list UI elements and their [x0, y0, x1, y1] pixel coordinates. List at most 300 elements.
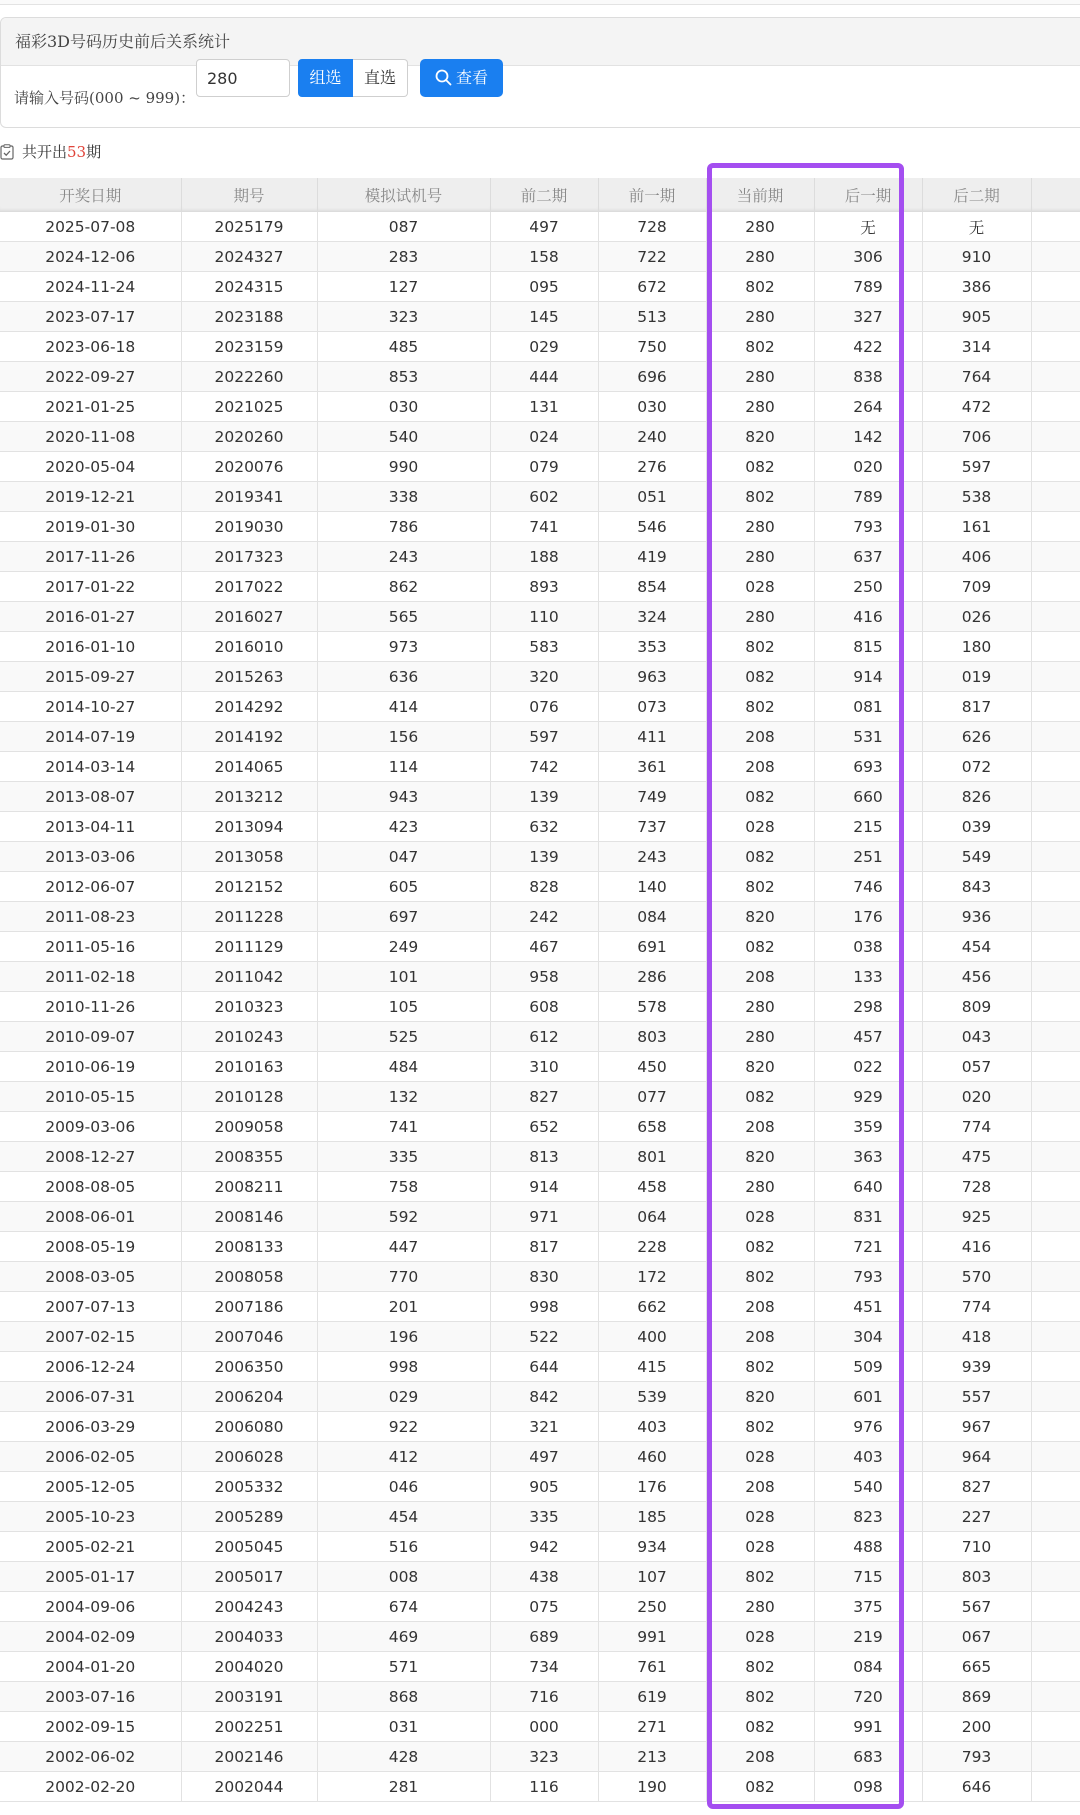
table-cell: 2008-12-27	[0, 1142, 181, 1172]
table-row	[0, 1292, 1080, 1322]
table-cell: 862	[317, 572, 490, 602]
table-cell: 353	[598, 632, 706, 662]
table-row	[0, 692, 1080, 722]
table-cell: 842	[490, 1382, 598, 1412]
table-cell: 973	[317, 632, 490, 662]
table-cell: 403	[814, 1442, 922, 1472]
table-cell: 793	[814, 1262, 922, 1292]
table-cell: 2021-01-25	[0, 392, 181, 422]
table-cell: 2006080	[181, 1412, 317, 1442]
table-cell: 327	[814, 302, 922, 332]
header-prev-2: 前二期	[490, 178, 598, 212]
table-row	[0, 962, 1080, 992]
table-cell: 无	[922, 212, 1031, 242]
table-row	[0, 782, 1080, 812]
table-row	[0, 1742, 1080, 1772]
table-cell: 208	[706, 722, 814, 752]
table-cell: 043	[922, 1022, 1031, 1052]
header-current: 当前期	[706, 178, 814, 212]
table-cell: 208	[706, 1472, 814, 1502]
table-cell: 2010128	[181, 1082, 317, 1112]
table-cell: 905	[490, 1472, 598, 1502]
table-cell: 2023159	[181, 332, 317, 362]
table-cell: 991	[814, 1712, 922, 1742]
table-cell: 087	[317, 212, 490, 242]
table-cell: 051	[598, 482, 706, 512]
table-cell-extra	[1031, 722, 1080, 752]
table-cell: 304	[814, 1322, 922, 1352]
table-cell-extra	[1031, 1382, 1080, 1412]
table-cell: 361	[598, 752, 706, 782]
result-summary	[0, 140, 101, 164]
table-cell: 531	[814, 722, 922, 752]
table-cell: 472	[922, 392, 1031, 422]
table-row	[0, 842, 1080, 872]
table-cell: 454	[922, 932, 1031, 962]
table-cell: 2025179	[181, 212, 317, 242]
table-cell: 592	[317, 1202, 490, 1232]
table-cell: 789	[814, 482, 922, 512]
table-cell: 2010243	[181, 1022, 317, 1052]
table-cell: 674	[317, 1592, 490, 1622]
table-cell: 665	[922, 1652, 1031, 1682]
table-row	[0, 392, 1080, 422]
table-cell: 208	[706, 1112, 814, 1142]
table-cell: 691	[598, 932, 706, 962]
table-cell: 213	[598, 1742, 706, 1772]
table-cell: 709	[922, 572, 1031, 602]
table-cell: 084	[598, 902, 706, 932]
table-cell-extra	[1031, 1442, 1080, 1472]
table-cell: 539	[598, 1382, 706, 1412]
table-cell: 306	[814, 242, 922, 272]
table-cell: 073	[598, 692, 706, 722]
table-cell-extra	[1031, 1532, 1080, 1562]
table-cell: 2002-09-15	[0, 1712, 181, 1742]
table-cell: 271	[598, 1712, 706, 1742]
table-cell: 475	[922, 1142, 1031, 1172]
table-cell: 640	[814, 1172, 922, 1202]
table-cell: 802	[706, 1652, 814, 1682]
header-next-2: 后二期	[922, 178, 1031, 212]
table-cell: 964	[922, 1442, 1031, 1472]
table-row	[0, 1112, 1080, 1142]
table-cell: 047	[317, 842, 490, 872]
mode-group-button[interactable]: 组选	[298, 59, 353, 97]
header-test-number: 模拟试机号	[317, 178, 490, 212]
table-cell: 2014192	[181, 722, 317, 752]
table-cell: 176	[598, 1472, 706, 1502]
table-cell: 2011129	[181, 932, 317, 962]
table-cell: 280	[706, 992, 814, 1022]
table-cell: 114	[317, 752, 490, 782]
table-cell: 2014-03-14	[0, 752, 181, 782]
table-cell: 107	[598, 1562, 706, 1592]
table-cell: 601	[814, 1382, 922, 1412]
table-cell: 2013-03-06	[0, 842, 181, 872]
table-cell: 458	[598, 1172, 706, 1202]
table-row	[0, 722, 1080, 752]
table-cell: 525	[317, 1022, 490, 1052]
table-cell: 2002146	[181, 1742, 317, 1772]
table-row	[0, 632, 1080, 662]
table-cell: 2005-01-17	[0, 1562, 181, 1592]
table-cell: 028	[706, 1502, 814, 1532]
table-cell: 2005-10-23	[0, 1502, 181, 1532]
table-cell: 557	[922, 1382, 1031, 1412]
table-cell: 375	[814, 1592, 922, 1622]
table-cell: 2011042	[181, 962, 317, 992]
table-cell: 416	[814, 602, 922, 632]
table-cell: 190	[598, 1772, 706, 1802]
table-cell: 2023-07-17	[0, 302, 181, 332]
table-cell: 827	[490, 1082, 598, 1112]
table-cell: 411	[598, 722, 706, 752]
table-cell: 447	[317, 1232, 490, 1262]
table-cell-extra	[1031, 782, 1080, 812]
table-cell: 721	[814, 1232, 922, 1262]
table-row	[0, 812, 1080, 842]
table-row	[0, 602, 1080, 632]
table-cell: 414	[317, 692, 490, 722]
table-cell: 737	[598, 812, 706, 842]
table-cell: 208	[706, 1742, 814, 1772]
table-cell: 251	[814, 842, 922, 872]
table-cell-extra	[1031, 932, 1080, 962]
table-cell: 820	[706, 1052, 814, 1082]
table-cell: 2022-09-27	[0, 362, 181, 392]
table-cell: 2025-07-08	[0, 212, 181, 242]
table-cell: 637	[814, 542, 922, 572]
table-cell-extra	[1031, 392, 1080, 422]
number-input[interactable]	[196, 59, 290, 97]
table-row	[0, 872, 1080, 902]
table-cell: 2004033	[181, 1622, 317, 1652]
table-cell: 696	[598, 362, 706, 392]
table-cell-extra	[1031, 1562, 1080, 1592]
table-cell: 082	[706, 782, 814, 812]
summary-count: 53	[67, 143, 87, 161]
table-row	[0, 1532, 1080, 1562]
table-row	[0, 1202, 1080, 1232]
table-cell: 280	[706, 242, 814, 272]
table-cell: 817	[922, 692, 1031, 722]
table-cell: 2005-12-05	[0, 1472, 181, 1502]
table-cell: 156	[317, 722, 490, 752]
table-cell: 820	[706, 902, 814, 932]
table-cell: 823	[814, 1502, 922, 1532]
table-row	[0, 1472, 1080, 1502]
table-cell: 280	[706, 1172, 814, 1202]
table-row	[0, 662, 1080, 692]
table-cell: 820	[706, 1382, 814, 1412]
table-row	[0, 1142, 1080, 1172]
summary-prefix: 共开出	[22, 143, 68, 161]
table-cell: 283	[317, 242, 490, 272]
table-cell: 310	[490, 1052, 598, 1082]
table-cell: 280	[706, 212, 814, 242]
table-cell: 658	[598, 1112, 706, 1142]
table-cell-extra	[1031, 1082, 1080, 1112]
table-cell: 786	[317, 512, 490, 542]
table-row	[0, 1652, 1080, 1682]
table-cell: 403	[598, 1412, 706, 1442]
table-cell: 172	[598, 1262, 706, 1292]
table-row	[0, 1712, 1080, 1742]
table-row	[0, 752, 1080, 782]
table-cell: 158	[490, 242, 598, 272]
table-cell: 2006-03-29	[0, 1412, 181, 1442]
table-cell: 2017-01-22	[0, 572, 181, 602]
table-cell: 497	[490, 1442, 598, 1472]
table-cell: 335	[317, 1142, 490, 1172]
table-cell: 853	[317, 362, 490, 392]
table-cell-extra	[1031, 842, 1080, 872]
table-cell: 030	[598, 392, 706, 422]
table-cell: 321	[490, 1412, 598, 1442]
table-cell: 2016010	[181, 632, 317, 662]
table-cell: 2019341	[181, 482, 317, 512]
table-cell: 925	[922, 1202, 1031, 1232]
table-cell: 028	[706, 1532, 814, 1562]
table-cell: 000	[490, 1712, 598, 1742]
table-cell: 958	[490, 962, 598, 992]
table-cell: 597	[490, 722, 598, 752]
table-cell: 105	[317, 992, 490, 1022]
table-cell: 2004020	[181, 1652, 317, 1682]
table-cell: 2019-12-21	[0, 482, 181, 512]
table-row	[0, 992, 1080, 1022]
table-cell: 608	[490, 992, 598, 1022]
table-cell: 030	[317, 392, 490, 422]
table-cell: 2022260	[181, 362, 317, 392]
table-cell: 728	[598, 212, 706, 242]
table-row	[0, 1382, 1080, 1412]
table-cell: 2017022	[181, 572, 317, 602]
table-cell: 802	[706, 1262, 814, 1292]
table-cell: 422	[814, 332, 922, 362]
table-cell: 131	[490, 392, 598, 422]
table-cell: 826	[922, 782, 1031, 812]
table-cell-extra	[1031, 1652, 1080, 1682]
table-header-row	[0, 178, 1080, 212]
table-cell: 2007046	[181, 1322, 317, 1352]
table-cell: 2020-11-08	[0, 422, 181, 452]
table-cell: 720	[814, 1682, 922, 1712]
table-cell: 280	[706, 1592, 814, 1622]
table-cell: 2008058	[181, 1262, 317, 1292]
table-cell: 280	[706, 362, 814, 392]
table-cell: 450	[598, 1052, 706, 1082]
table-cell: 008	[317, 1562, 490, 1592]
table-row	[0, 1052, 1080, 1082]
table-cell: 095	[490, 272, 598, 302]
table-cell: 2002251	[181, 1712, 317, 1742]
table-cell-extra	[1031, 1202, 1080, 1232]
table-cell: 893	[490, 572, 598, 602]
table-cell: 2004-02-09	[0, 1622, 181, 1652]
table-cell: 813	[490, 1142, 598, 1172]
table-cell: 127	[317, 272, 490, 302]
table-cell: 077	[598, 1082, 706, 1112]
table-cell-extra	[1031, 302, 1080, 332]
table-row	[0, 212, 1080, 242]
table-cell: 2013212	[181, 782, 317, 812]
table-cell: 2010-05-15	[0, 1082, 181, 1112]
table-cell: 280	[706, 512, 814, 542]
table-cell: 456	[922, 962, 1031, 992]
table-cell: 215	[814, 812, 922, 842]
table-cell: 038	[814, 932, 922, 962]
table-cell: 2013094	[181, 812, 317, 842]
table-cell: 028	[706, 1442, 814, 1472]
table-cell: 2015-09-27	[0, 662, 181, 692]
table-cell: 522	[490, 1322, 598, 1352]
table-cell: 734	[490, 1652, 598, 1682]
view-button-label: 查看	[455, 68, 488, 87]
table-row	[0, 332, 1080, 362]
table-cell: 746	[814, 872, 922, 902]
table-cell: 689	[490, 1622, 598, 1652]
table-cell: 2014065	[181, 752, 317, 782]
table-cell: 208	[706, 1292, 814, 1322]
table-cell: 082	[706, 1772, 814, 1802]
table-cell: 116	[490, 1772, 598, 1802]
table-cell: 802	[706, 1562, 814, 1592]
table-cell: 2008355	[181, 1142, 317, 1172]
table-cell: 2016-01-10	[0, 632, 181, 662]
table-cell-extra	[1031, 1292, 1080, 1322]
table-cell: 660	[814, 782, 922, 812]
table-cell-extra	[1031, 572, 1080, 602]
table-cell: 412	[317, 1442, 490, 1472]
table-cell: 139	[490, 842, 598, 872]
table-cell-extra	[1031, 1352, 1080, 1382]
table-cell: 028	[706, 1202, 814, 1232]
mode-direct-button[interactable]: 直选	[353, 59, 408, 97]
table-cell: 2010-09-07	[0, 1022, 181, 1052]
table-cell: 2008133	[181, 1232, 317, 1262]
table-row	[0, 902, 1080, 932]
table-cell-extra	[1031, 242, 1080, 272]
table-cell: 2006350	[181, 1352, 317, 1382]
table-cell: 020	[814, 452, 922, 482]
table-cell: 314	[922, 332, 1031, 362]
table-cell: 2013058	[181, 842, 317, 872]
table-cell: 2006028	[181, 1442, 317, 1472]
table-cell: 565	[317, 602, 490, 632]
table-cell: 728	[922, 1172, 1031, 1202]
table-cell: 219	[814, 1622, 922, 1652]
table-cell: 774	[922, 1292, 1031, 1322]
table-cell: 250	[814, 572, 922, 602]
table-cell: 815	[814, 632, 922, 662]
table-cell: 028	[706, 572, 814, 602]
table-row	[0, 362, 1080, 392]
table-cell-extra	[1031, 362, 1080, 392]
table-row	[0, 242, 1080, 272]
table-cell: 2006-12-24	[0, 1352, 181, 1382]
table-row	[0, 1442, 1080, 1472]
table-cell-extra	[1031, 632, 1080, 662]
table-cell: 802	[706, 872, 814, 902]
table-cell: 243	[598, 842, 706, 872]
table-cell-extra	[1031, 482, 1080, 512]
table-cell: 039	[922, 812, 1031, 842]
table-cell: 963	[598, 662, 706, 692]
table-row	[0, 1022, 1080, 1052]
table-cell: 998	[490, 1292, 598, 1322]
table-cell: 415	[598, 1352, 706, 1382]
table-cell: 2009058	[181, 1112, 317, 1142]
view-button[interactable]	[420, 59, 503, 97]
table-cell-extra	[1031, 992, 1080, 1022]
table-cell-extra	[1031, 422, 1080, 452]
table-cell: 031	[317, 1712, 490, 1742]
table-cell: 2020-05-04	[0, 452, 181, 482]
table-cell: 082	[706, 662, 814, 692]
table-cell: 444	[490, 362, 598, 392]
table-cell: 939	[922, 1352, 1031, 1382]
table-cell: 967	[922, 1412, 1031, 1442]
table-row	[0, 302, 1080, 332]
table-cell: 418	[922, 1322, 1031, 1352]
table-cell: 761	[598, 1652, 706, 1682]
table-cell: 820	[706, 1142, 814, 1172]
table-cell: 249	[317, 932, 490, 962]
table-cell: 843	[922, 872, 1031, 902]
table-cell: 516	[317, 1532, 490, 1562]
search-panel	[0, 17, 1080, 128]
table-cell: 161	[922, 512, 1031, 542]
table-cell: 998	[317, 1352, 490, 1382]
table-cell: 386	[922, 272, 1031, 302]
table-cell: 619	[598, 1682, 706, 1712]
table-cell-extra	[1031, 1682, 1080, 1712]
table-cell: 419	[598, 542, 706, 572]
table-cell: 538	[922, 482, 1031, 512]
header-extra	[1031, 178, 1080, 212]
table-cell: 2008-05-19	[0, 1232, 181, 1262]
table-cell: 2005289	[181, 1502, 317, 1532]
table-cell: 764	[922, 362, 1031, 392]
table-cell: 067	[922, 1622, 1031, 1652]
table-cell: 2023188	[181, 302, 317, 332]
table-cell-extra	[1031, 1262, 1080, 1292]
table-cell: 497	[490, 212, 598, 242]
table-cell: 2002044	[181, 1772, 317, 1802]
table-row	[0, 1172, 1080, 1202]
table-cell: 2014-07-19	[0, 722, 181, 752]
table-body	[0, 212, 1080, 1802]
table-cell: 942	[490, 1532, 598, 1562]
top-strip	[0, 0, 1080, 5]
table-cell: 2010163	[181, 1052, 317, 1082]
table-cell: 298	[814, 992, 922, 1022]
table-row	[0, 1322, 1080, 1352]
table-row	[0, 1622, 1080, 1652]
table-cell: 2024327	[181, 242, 317, 272]
table-cell-extra	[1031, 1112, 1080, 1142]
table-cell: 869	[922, 1682, 1031, 1712]
table-cell: 320	[490, 662, 598, 692]
table-cell: 905	[922, 302, 1031, 332]
table-cell: 046	[317, 1472, 490, 1502]
table-cell: 2012-06-07	[0, 872, 181, 902]
table-cell: 693	[814, 752, 922, 782]
table-cell: 024	[490, 422, 598, 452]
table-row	[0, 1262, 1080, 1292]
